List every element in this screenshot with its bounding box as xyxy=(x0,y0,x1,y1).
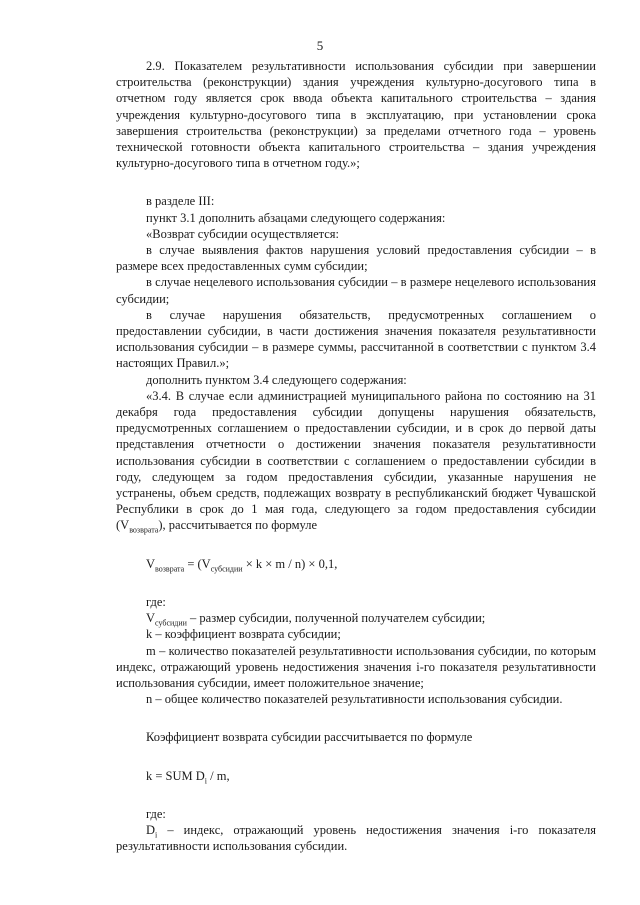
definition-v xyxy=(116,610,596,626)
return-case-1: в случае выявления фактов нарушения условий предоставления субсидии – в размере всех предоставленных сумм субсидии; xyxy=(116,243,596,274)
spacer xyxy=(116,171,596,193)
spacer xyxy=(116,534,596,556)
document-body xyxy=(116,58,596,854)
subscript: возврата xyxy=(155,564,185,574)
item-3-1-intro: пункт 3.1 дополнить абзацами следующего содержания: xyxy=(146,210,446,225)
return-case-2: в случае нецелевого использования субсидии – в размере нецелевого использования субсидии; xyxy=(116,275,596,306)
formula-symbol: D xyxy=(146,822,156,837)
subscript: субсидии xyxy=(210,564,243,574)
spacer xyxy=(116,746,596,768)
formula-part: k = SUM D xyxy=(146,768,205,783)
spacer xyxy=(116,572,596,594)
where-label-2: где: xyxy=(146,806,166,821)
definition-text: – размер субсидии, полученной получателем субсидии; xyxy=(186,611,486,626)
formula-coefficient xyxy=(116,768,596,784)
definition-k: k – коэффициент возврата субсидии; xyxy=(146,627,341,642)
definition-m: m – количество показателей результативности использования субсидии, по которым индекс, отражающий уровень недостижения значения i-го показателя результативности использования субсидии, имеет положительное значение; xyxy=(116,643,596,690)
definition-di xyxy=(116,822,596,854)
spacer xyxy=(116,784,596,806)
formula-symbol: V xyxy=(146,556,156,571)
spacer xyxy=(116,707,596,729)
formula-return xyxy=(116,556,596,572)
subscript: субсидии xyxy=(155,618,187,628)
formula-symbol: V xyxy=(146,611,156,626)
return-case-3: в случае нарушения обязательств, предусмотренных соглашением о предоставлении субсидии, в части достижения значения показателя результативности использования субсидии – в размере суммы, рассчитанной в соответствии с пунктом 3.4 настоящих Правил.»; xyxy=(116,307,596,371)
subscript: i xyxy=(155,830,158,840)
subscript: возврата xyxy=(129,525,159,535)
definition-n: n – общее количество показателей результативности использования субсидии. xyxy=(146,692,563,707)
formula-part: × k × m / n) × 0,1, xyxy=(242,556,338,571)
return-intro: «Возврат субсидии осуществляется: xyxy=(146,226,340,241)
coefficient-intro: Коэффициент возврата субсидии рассчитывается по формуле xyxy=(146,730,473,745)
formula-part: / m, xyxy=(207,768,230,783)
formula-part: = (V xyxy=(184,556,211,571)
paragraph-3-4 xyxy=(116,388,596,534)
definition-text: – индекс, отражающий уровень недостижения значения i-го показателя результативности использования субсидии. xyxy=(116,822,596,854)
paragraph-2-9: 2.9. Показателем результативности использования субсидии при завершении строительства (реконструкции) здания учреждения культурно-досугового типа в отчетном году является срок ввода объекта капитального строительства – здания учреждения культурно-досугового типа в эксплуатацию, при установлении срока завершения строительства (реконструкции) за пределами отчетного года – уровень технической готовности объекта капитального строительства – здания учреждения культурно-досугового типа в отчетном году.»; xyxy=(116,59,596,171)
paragraph-3-4-text: «3.4. В случае если администрацией муниципального района по состоянию на 31 декабря года предоставления субсидии допущены нарушения обязательств, предусмотренных соглашением о предоставлении субсидии, и в срок до первой даты представления отчетности о достижении значения показателя результативности использования субсидии в соответствии с соглашением о предоставлении субсидии в году, следующем за годом предоставления субсидии, указанные нарушения не устранены, объем средств, подлежащих возврату в республиканский бюджет Чувашской Республики в срок до 1 мая года, следующего за годом предоставления субсидии (V xyxy=(116,388,596,533)
section-3-heading: в разделе III: xyxy=(146,194,215,209)
add-item-3-4: дополнить пунктом 3.4 следующего содержания: xyxy=(146,372,407,387)
subscript: i xyxy=(204,776,208,786)
page-number: 5 xyxy=(316,38,324,53)
where-label: где: xyxy=(146,594,166,609)
paragraph-3-4-end: ), рассчитывается по формуле xyxy=(158,518,317,533)
